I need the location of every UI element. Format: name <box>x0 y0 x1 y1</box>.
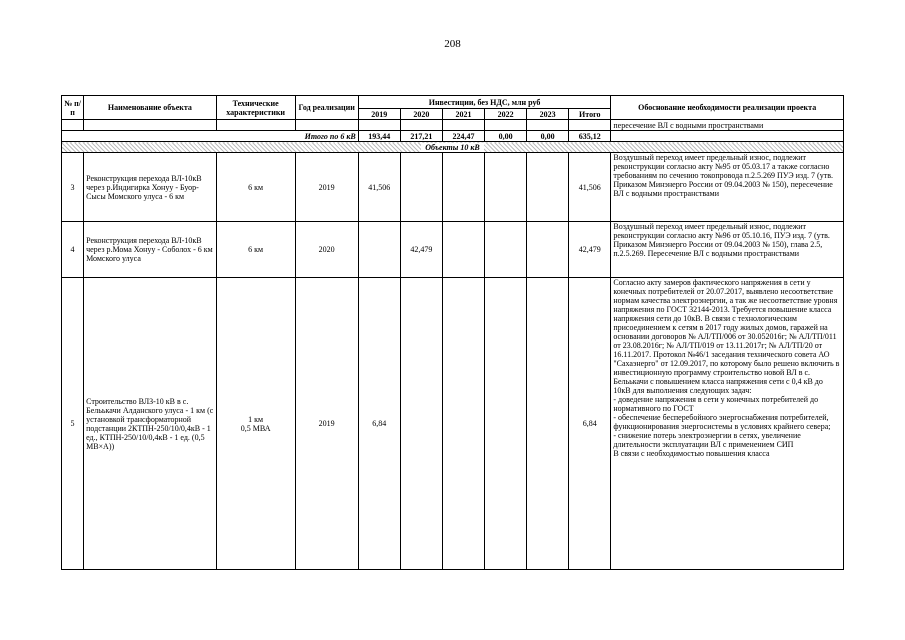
row-justification: Согласно акту замеров фактического напряжения в сети у конечных потребителей от 20.07.2017, выявлено несоответствие нормам качества электроэнергии, а так же несоответствие уровня напряжения по ГОСТ 32144-2013. Требуется повышение класса напряжения сети до 10кВ. В связи с технологическим присоединением к сетям в 2017 году жилых домов, гаражей на основании договоров № АЛ/ТП/006 от 30.052016г; № АЛ/ТП/011 от 23.08.2016г; № АЛ/ТП/019 от 13.11.2017г; № АЛ/ТП/20 от 16.11.2017. Протокол №46/1 заседания технического совета АО "Сахаэнерго" от 12.09.2017, по которому было решено включить в инвестиционную программу строительство новой ВЛ в с. Бельькачи с повышением класса напряжения сети с 0,4 кВ до 10кВ для выполнения следующих задач: - доведение напряжения в сети у конечных потребителей до нормативного по ГОСТ - обеспечение бесперебойного энергоснабжения потребителей, функционирования энергосистемы в условиях крайнего севера; - снижение потерь электроэнергии в сетях, увеличение длительности эксплуатации ВЛ с применением СИП В связи с необходимостью повышения класса <box>611 278 844 570</box>
header-investments: Инвестиции, без НДС, млн руб <box>358 96 611 109</box>
total-2021: 224,47 <box>442 131 484 142</box>
total-sum: 635,12 <box>569 131 611 142</box>
row-2020 <box>400 278 442 570</box>
header-tech: Технические характеристики <box>216 96 295 120</box>
header-num: № п/п <box>62 96 84 120</box>
header-2019: 2019 <box>358 109 400 120</box>
row-name: Строительство ВЛЗ-10 кВ в с. Бельькачи Алданского улуса - 1 км (с установкой трансформаторной подстанции 2КТПН-250/10/0,4кВ - 1 ед., КТПН-250/10/0,4кВ - 1 ед. (0,5 МВ×А)) <box>84 278 217 570</box>
row-num: 4 <box>62 222 84 278</box>
header-total: Итого <box>569 109 611 120</box>
row-num: 5 <box>62 278 84 570</box>
row-year: 2019 <box>295 153 358 222</box>
row-2019: 41,506 <box>358 153 400 222</box>
section-row <box>62 142 844 153</box>
row-name: Реконструкция перехода ВЛ-10кВ через р.Индигирка Хонуу - Буор-Сысы Момского улуса - 6 км <box>84 153 217 222</box>
table-row <box>62 153 844 222</box>
total-2023: 0,00 <box>527 131 569 142</box>
row-justification: Воздушный переход имеет предельный износ, подлежит реконструкции согласно акту №96 от 05.10.16, ПУЭ изд. 7 (утв. Приказом Минэнерго России от 09.04.2003 № 150), глава 2.5, п.2.5.269. Пересечение ВЛ с водными пространствами <box>611 222 844 278</box>
row-year: 2019 <box>295 278 358 570</box>
total-2019: 193,44 <box>358 131 400 142</box>
row-num: 3 <box>62 153 84 222</box>
row-tech: 6 км <box>216 222 295 278</box>
header-justification: Обоснование необходимости реализации проекта <box>611 96 844 120</box>
header-2020: 2020 <box>400 109 442 120</box>
section-cell <box>62 142 844 153</box>
total-label: Итого по 6 кВ <box>62 131 359 142</box>
row-tech: 1 км 0,5 МВА <box>216 278 295 570</box>
row-2019: 6,84 <box>358 278 400 570</box>
page-number: 208 <box>444 38 461 50</box>
header-2021: 2021 <box>442 109 484 120</box>
carryover-text: пересечение ВЛ с водными пространствами <box>611 120 844 131</box>
header-2022: 2022 <box>485 109 527 120</box>
investment-table <box>61 95 844 570</box>
table-row <box>62 278 844 570</box>
total-2022: 0,00 <box>485 131 527 142</box>
header-name: Наименование объекта <box>84 96 217 120</box>
section-title: Объекты 10 кВ <box>421 143 483 152</box>
row-year: 2020 <box>295 222 358 278</box>
carryover-row <box>62 120 844 131</box>
row-name: Реконструкция перехода ВЛ-10кВ через р.Мома Хонуу - Соболох - 6 км Момского улуса <box>84 222 217 278</box>
header-year: Год реализации <box>295 96 358 120</box>
header-2023: 2023 <box>527 109 569 120</box>
row-2020: 42,479 <box>400 222 442 278</box>
total-row <box>62 131 844 142</box>
row-justification: Воздушный переход имеет предельный износ, подлежит реконструкции согласно акту №95 от 05.03.17 а также согласно требованиям по сечению токопровода п.2.5.269 ПУЭ изд. 7 (утв. Приказом Минэнерго России от 09.04.2003 № 150), пересечение ВЛ с водными пространствами <box>611 153 844 222</box>
row-total: 6,84 <box>569 278 611 570</box>
row-tech: 6 км <box>216 153 295 222</box>
total-2020: 217,21 <box>400 131 442 142</box>
row-2019 <box>358 222 400 278</box>
row-total: 42,479 <box>569 222 611 278</box>
row-2020 <box>400 153 442 222</box>
row-total: 41,506 <box>569 153 611 222</box>
table-row <box>62 222 844 278</box>
